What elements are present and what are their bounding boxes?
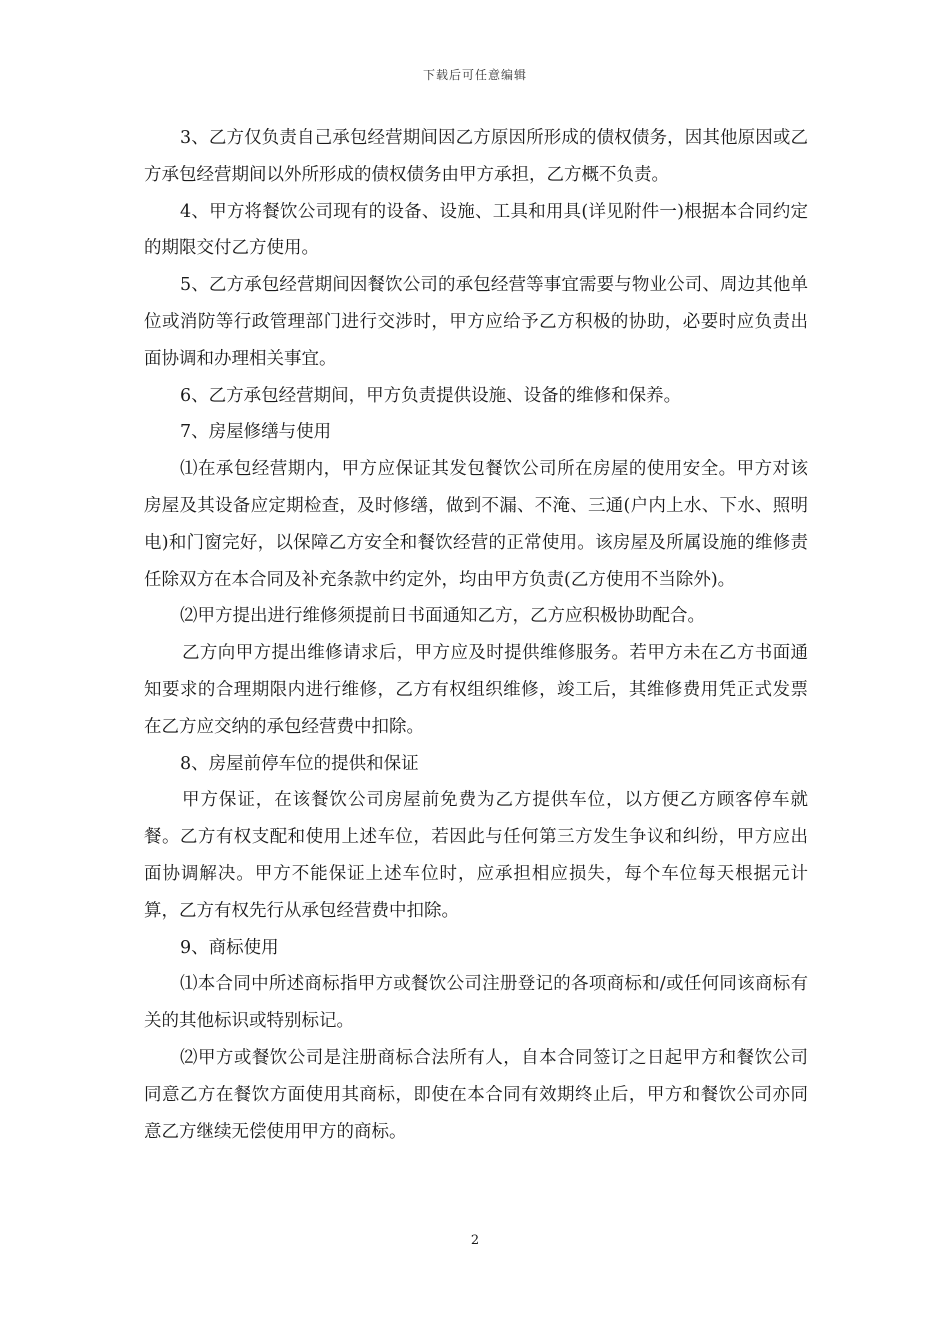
page-header: 下载后可任意编辑 bbox=[422, 68, 527, 82]
paragraph-parking-guarantee: 甲方保证，在该餐饮公司房屋前免费为乙方提供车位，以方便乙方顾客停车就餐。乙方有权支配和使用上述车位，若因此与任何第三方发生争议和纠纷，甲方应出面协调解决。甲方不能保证上述车位时，应承担相应损失，每个车位每天根据元计算，乙方有权先行从承包经营费中扣除。 bbox=[144, 790, 808, 921]
section-heading-8: 8、房屋前停车位的提供和保证 bbox=[180, 753, 419, 774]
section-heading-7: 7、房屋修缮与使用 bbox=[180, 422, 332, 443]
paragraph-clause-7-1: ⑴在承包经营期内，甲方应保证其发包餐饮公司所在房屋的使用安全。甲方对该房屋及其设备应定期检查，及时修缮，做到不漏、不淹、三通(户内上水、下水、照明电)和门窗完好，以保障乙方安全和餐饮经营的正常使用。该房屋及所属设施的维修责任除双方在本合同及补充条款中约定外，均由甲方负责(乙方使用不当除外)。 bbox=[144, 459, 808, 590]
paragraph-clause-3: 3、乙方仅负责自己承包经营期间因乙方原因所形成的债权债务，因其他原因或乙方承包经营期间以外所形成的债权债务由甲方承担，乙方概不负责。 bbox=[144, 128, 808, 185]
paragraph-clause-5: 5、乙方承包经营期间因餐饮公司的承包经营等事宜需要与物业公司、周边其他单位或消防等行政管理部门进行交涉时，甲方应给予乙方积极的协助，必要时应负责出面协调和办理相关事宜。 bbox=[144, 275, 808, 369]
paragraph-clause-9-1: ⑴本合同中所述商标指甲方或餐饮公司注册登记的各项商标和/或任何同该商标有关的其他标识或特别标记。 bbox=[144, 974, 808, 1032]
paragraph-clause-4: 4、甲方将餐饮公司现有的设备、设施、工具和用具(详见附件一)根据本合同约定的期限交付乙方使用。 bbox=[144, 201, 808, 259]
paragraph-clause-9-2: ⑵甲方或餐饮公司是注册商标合法所有人，自本合同签订之日起甲方和餐饮公司同意乙方在餐饮方面使用其商标，即使在本合同有效期终止后，甲方和餐饮公司亦同意乙方继续无偿使用甲方的商标。 bbox=[144, 1047, 808, 1142]
paragraph-clause-6: 6、乙方承包经营期间，甲方负责提供设施、设备的维修和保养。 bbox=[180, 385, 682, 406]
paragraph-clause-7-2: ⑵甲方提出进行维修须提前日书面通知乙方，乙方应积极协助配合。 bbox=[180, 606, 705, 627]
page-number: 2 bbox=[470, 1233, 480, 1248]
paragraph-repair-request: 乙方向甲方提出维修请求后，甲方应及时提供维修服务。若甲方未在乙方书面通知要求的合理期限内进行维修，乙方有权组织维修，竣工后，其维修费用凭正式发票在乙方应交纳的承包经营费中扣除。 bbox=[144, 643, 808, 737]
document-body bbox=[144, 120, 808, 1150]
section-heading-9: 9、商标使用 bbox=[180, 937, 279, 958]
